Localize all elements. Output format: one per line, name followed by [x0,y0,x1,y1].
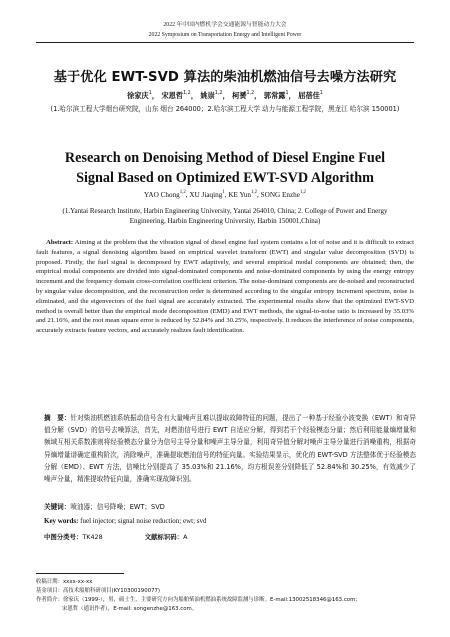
footnote-received: 收稿日期：xxxx-xx-xx [36,579,93,585]
header-conference-cn: 2022 年中国内燃机学会交通能源与智能动力大会 [163,22,287,28]
footnote-rule [36,573,124,574]
cn-author: 徐家庆 [127,91,149,100]
cn-author: 姚崇 [200,91,215,100]
chinese-title: 基于优化 EWT-SVD 算法的柴油机燃油信号去噪方法研究 [53,70,397,85]
footnote-fund: 基金项目：高技术船舶科研项目(KY10300190077) [36,588,161,594]
english-authors: YAO Chong$^{1,2}$, XU Jiaqing$^1$, KE Yun$^{1,2}$, SONG Enzhe$^{1,2}$ [144,190,306,199]
cn-author: 宋恩哲 [161,91,184,100]
chinese-abstract [44,412,416,485]
english-abstract [36,238,414,336]
english-keywords: Key words: fuel injector; signal noise reduction; ewt; svd [44,517,207,525]
classification-info: 中图分类号：TK428 文献标识码：A [44,533,188,541]
footnote-author-2: 宋恩哲（通讯作者），E-mail: songenzhe@163.com。 [62,606,198,612]
english-title-line2: Signal Based on Optimized EWT-SVD Algorithm [76,170,374,186]
chinese-keywords: 关键词：喷油器；信号降噪；EWT；SVD [44,503,165,511]
cn-abstract-text: 针对柴油机燃油系统振动信号含有大量噪声且难以提取故障特征的问题，提出了一种基于经验小波变换（EWT）和奇异值分解（SVD）的信号去噪算法，首先，对燃油信号进行 EWT 自适应分解，得到若干个经验模态分量；然后利用能量熵增量和频域互相关系数准则将经验模态分量分为信号主导分量和噪声主导分量，利用奇异值分解对噪声主导分量进行消噪重构，根据奇异熵增量谱确定重构阶次，消除噪声，准确提取燃油信号的特征向量。实验结果显示，优化的 EWT-SVD 方法整体优于经验模态分解（EMD）、EWT 方法，信噪比分别提高了 35.03%和 21.16%，均方根误差分别降低了 52.84%和 30.25%，有效减少了噪声分量，精准提取特征向量，准确实现故障识别。 [44,414,416,484]
cn-author: 柯赟 [232,91,247,100]
footnote-author-1: 作者简介：徐家庆（1999-），男，硕士生，主要研究方向为船舶柴油机燃油系统故障监测与诊断。E-mail:13002518346@163.com； [36,597,361,603]
chinese-affiliation: (1.哈尔滨工程大学烟台研究院，山东 烟台 264000；2.哈尔滨工程大学 动力与能源工程学院，黑龙江 哈尔滨 150001) [50,105,400,113]
abstract-text: Aiming at the problem that the vibration signal of diesel engine fuel system contains a lot of noise and it is difficult to extract fault features, a signal denoising algorithm based on empirical wavelet transform (EWT) and singular value decomposition (SVD) is proposed. Firstly, the fuel signal is decomposed by EWT adaptively, and several empirical modal components are obtained; then, the empirical modal components are divided into signal-dominated components and noise-dominated components by using the energy entropy increment and the frequency domain cross-correlation coefficient criterion. The noise-dominant components are de-noised and reconstructed by singular value decomposition, and the reconstruction order is determined according to the singular entropy increment spectrum, noise is eliminated, and the eigenvectors of the fuel signal are accurately extracted. The experimental results show that the optimized EWT-SVD method is overall better than the empirical mode decomposition (EMD) and EWT methods, the signal-to-noise ratio is increased by 35.03% and 21.16%, and the root mean square error is reduced by 52.84% and 30.25%, respectively. It reduces the interference of noise components, accurately extracts feature vectors, and accurately realizes fault identification. [36,239,414,335]
english-title-line1: Research on Denoising Method of Diesel Engine Fuel [64,150,386,166]
cn-author: 屈蓓佳 [298,91,320,100]
header-rule [36,42,414,43]
cn-abstract-label: 摘 要： [44,414,71,422]
cn-author: 郭常露 [263,91,286,100]
header-conference-en: 2022 Symposium on Transportation Energy and Intelligent Power [148,32,302,38]
abstract-label: Abstract: [46,239,74,246]
chinese-authors: 徐家庆$^1$， 宋恩哲$^{1,2}$， 姚崇$^{1,2}$， 柯赟$^{1,2}$， 郭常露$^1$， 屈蓓佳$^1$ [127,91,323,100]
english-affiliation: (1.Yantai Research Institute, Harbin Engineering University, Yantai 264010, China; 2. College of Power and Energy Engineering, Harbin Engineering University, Harbin 150001,China) [62,207,388,225]
